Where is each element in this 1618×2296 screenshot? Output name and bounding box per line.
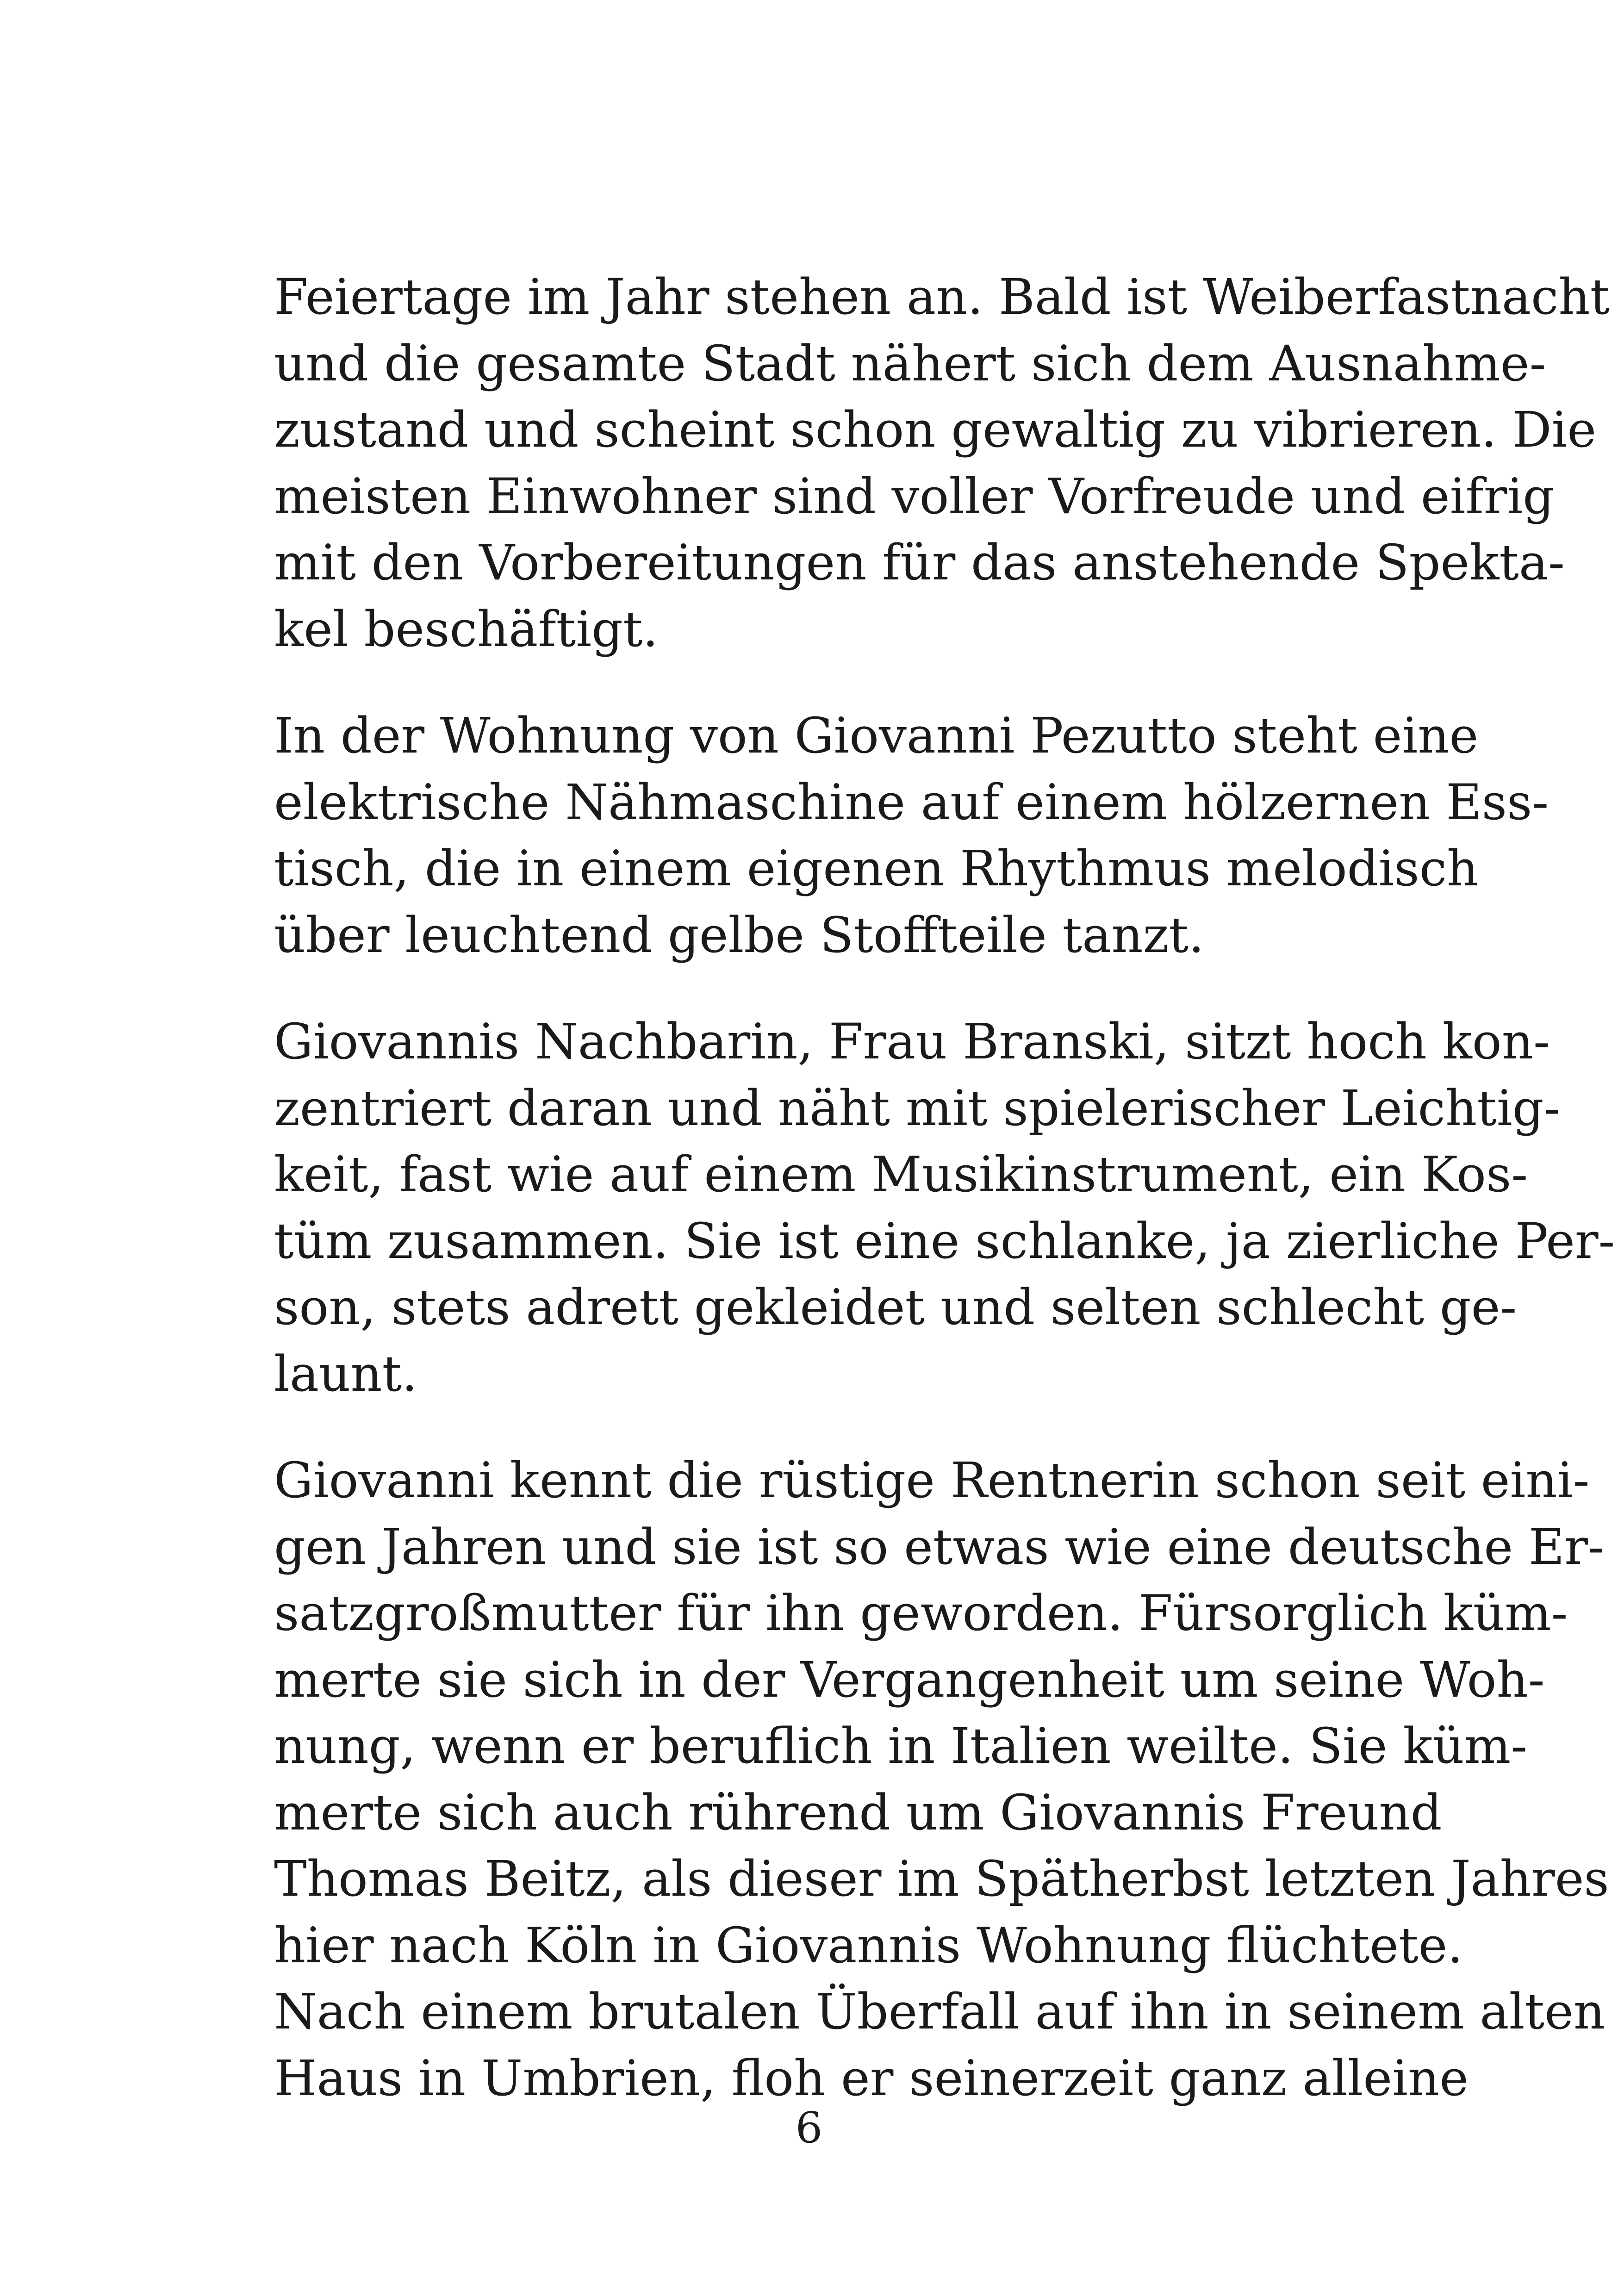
text-line: merte sich auch rührend um Giovannis Freund — [274, 1784, 1442, 1841]
text-line: tüm zusammen. Sie ist eine schlanke, ja zierliche Per- — [274, 1212, 1615, 1269]
page-number: 6 — [795, 2103, 823, 2153]
text-line: Nach einem brutalen Überfall auf ihn in seinem alten — [274, 1983, 1606, 2040]
text-line: satzgroßmutter für ihn geworden. Fürsorglich küm- — [274, 1585, 1568, 1642]
text-line: merte sie sich in der Vergangenheit um seine Woh- — [274, 1651, 1545, 1708]
text-line: und die gesamte Stadt nähert sich dem Ausnahme- — [274, 335, 1546, 392]
paragraph-2 — [274, 703, 1549, 968]
body-text — [274, 264, 1615, 2111]
text-line: gen Jahren und sie ist so etwas wie eine deutsche Er- — [274, 1518, 1605, 1575]
text-line: In der Wohnung von Giovanni Pezutto steht eine — [274, 707, 1479, 764]
text-line: Giovanni kennt die rüstige Rentnerin schon seit eini- — [274, 1452, 1590, 1509]
text-line: keit, fast wie auf einem Musikinstrument, ein Kos- — [274, 1146, 1528, 1203]
text-line: son, stets adrett gekleidet und selten schlecht ge- — [274, 1279, 1517, 1336]
text-line: Feiertage im Jahr stehen an. Bald ist Weiberfastnacht — [274, 268, 1610, 325]
text-line: tisch, die in einem eigenen Rhythmus melodisch — [274, 840, 1479, 897]
paragraph-1 — [274, 264, 1610, 662]
paragraph-gap — [274, 662, 1343, 703]
text-line: zentriert daran und näht mit spielerischer Leichtig- — [274, 1079, 1561, 1137]
text-line: zustand und scheint schon gewaltig zu vibrieren. Die — [274, 401, 1597, 458]
paragraph-4 — [274, 1447, 1609, 2111]
text-line: hier nach Köln in Giovannis Wohnung flüchtete. — [274, 1916, 1463, 1974]
text-line: nung, wenn er beruflich in Italien weilte. Sie küm- — [274, 1717, 1528, 1774]
text-line: mit den Vorbereitungen für das anstehende Spekta- — [274, 534, 1565, 591]
text-line: Haus in Umbrien, floh er seinerzeit ganz alleine — [274, 2049, 1469, 2107]
paragraph-gap — [274, 1407, 1343, 1447]
paragraph-3 — [274, 1008, 1615, 1407]
text-line: meisten Einwohner sind voller Vorfreude und eifrig — [274, 467, 1555, 525]
text-line: Giovannis Nachbarin, Frau Branski, sitzt hoch kon- — [274, 1013, 1550, 1070]
text-line: elektrische Nähmaschine auf einem hölzernen Ess- — [274, 773, 1549, 831]
text-line: kel beschäftigt. — [274, 600, 659, 658]
text-line: Thomas Beitz, als dieser im Spätherbst letzten Jahres — [274, 1850, 1609, 1907]
paragraph-gap — [274, 968, 1343, 1008]
text-line: launt. — [274, 1345, 417, 1402]
text-line: über leuchtend gelbe Stoffteile tanzt. — [274, 906, 1204, 964]
